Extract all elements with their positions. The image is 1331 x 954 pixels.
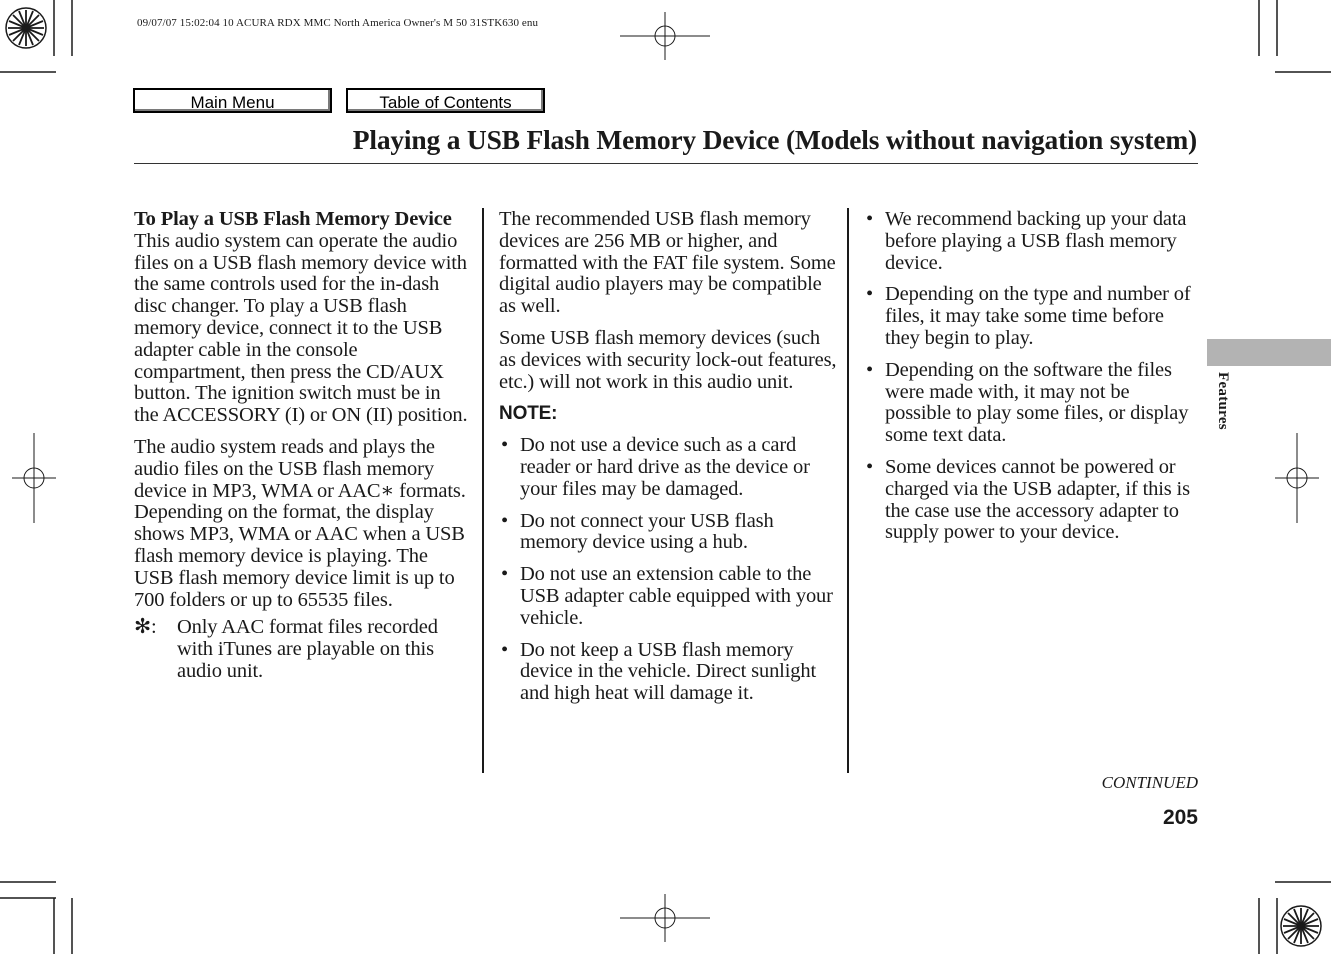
column-3 xyxy=(864,209,1198,554)
registration-mark-left xyxy=(12,433,56,523)
paragraph: The audio system reads and plays the audio files on the USB flash memory device in MP3, WMA or AAC∗ formats. Depending on the format, the display shows MP3, WMA or AAC when a USB flash memory device is playing. The USB flash memory device limit is up to 700 folders or up to 65535 files. xyxy=(134,435,466,611)
list-item-text: Depending on the type and number of files, it may take some time before they begin to play. xyxy=(885,283,1191,349)
list-item xyxy=(864,284,1198,349)
bullet: • xyxy=(501,563,509,586)
page-number: 205 xyxy=(1162,806,1198,829)
column-divider xyxy=(847,208,849,773)
note-label: NOTE: xyxy=(499,403,558,425)
crop-mark-bottom-left xyxy=(0,874,90,954)
print-header: 09/07/07 15:02:04 10 ACURA RDX MMC North America Owner's M 50 31STK630 enu xyxy=(137,17,539,29)
footnote-mark: ✻: xyxy=(134,616,157,639)
footnote-text: Only AAC format files recorded with iTunes are playable on this audio unit. xyxy=(177,616,438,682)
crop-mark-top-right xyxy=(1241,0,1331,80)
registration-mark-right xyxy=(1275,433,1319,523)
table-of-contents-button[interactable]: Table of Contents xyxy=(346,88,545,113)
registration-mark-top xyxy=(620,12,710,60)
list-item xyxy=(499,435,837,500)
list-item xyxy=(864,209,1198,274)
paragraph: This audio system can operate the audio files on a USB flash memory device with the same controls used for the in-dash disc changer. To play a USB flash memory device, connect it to the USB adapter cable in the console compartment, then press the CD/AUX button. The ignition switch must be in the ACCESSORY (I) or ON (II) position. xyxy=(134,229,468,427)
list-item xyxy=(864,457,1198,544)
crop-mark-bottom-right xyxy=(1241,874,1331,954)
list-item-text: Do not keep a USB flash memory device in the vehicle. Direct sunlight and high heat will damage it. xyxy=(520,638,817,705)
list-item-text: Do not use a device such as a card reader or hard drive as the device or your files may be damaged. xyxy=(520,434,810,500)
continued-label: CONTINUED xyxy=(1101,773,1198,792)
list-item-text: Some devices cannot be powered or charged via the USB adapter, if this is the case use the accessory adapter to supply power to your device. xyxy=(885,455,1190,544)
note-list xyxy=(499,435,837,705)
list-item-text: We recommend backing up your data before playing a USB flash memory device. xyxy=(885,208,1187,274)
bullet: • xyxy=(866,358,874,381)
list-item-text: Do not use an extension cable to the USB adapter cable equipped with your vehicle. xyxy=(520,563,833,629)
list-item xyxy=(499,511,837,555)
registration-mark-bottom xyxy=(620,894,710,942)
bullet: • xyxy=(866,208,874,230)
tips-list xyxy=(864,209,1198,544)
list-item xyxy=(499,640,837,705)
bullet: • xyxy=(866,455,874,478)
paragraph: Some USB flash memory devices (such as devices with security lock-out features, etc.) will not work in this audio unit. xyxy=(499,326,837,393)
section-tab-label: Features xyxy=(1215,372,1231,430)
bullet: • xyxy=(501,509,509,532)
list-item xyxy=(864,360,1198,447)
page-title: Playing a USB Flash Memory Device (Models without navigation system) xyxy=(352,124,1197,155)
list-item-text: Depending on the software the files were made with, it may not be possible to play some files, or display some text data. xyxy=(885,358,1189,447)
section-heading: To Play a USB Flash Memory Device xyxy=(134,208,452,230)
bullet: • xyxy=(501,638,509,661)
list-item-text: Do not connect your USB flash memory device using a hub. xyxy=(520,509,774,554)
bullet: • xyxy=(866,283,874,306)
column-2 xyxy=(499,209,837,715)
list-item xyxy=(499,564,837,629)
section-tab xyxy=(1207,339,1331,366)
footnote xyxy=(134,617,470,682)
bullet: • xyxy=(501,434,509,457)
column-1 xyxy=(134,209,470,683)
crop-mark-top-left xyxy=(0,0,90,80)
title-divider xyxy=(134,163,1198,164)
paragraph: The recommended USB flash memory devices are 256 MB or higher, and formatted with the FAT file system. Some digital audio players may be compatible as well. xyxy=(499,208,836,318)
column-divider xyxy=(482,208,484,773)
main-menu-button[interactable]: Main Menu xyxy=(133,88,332,113)
